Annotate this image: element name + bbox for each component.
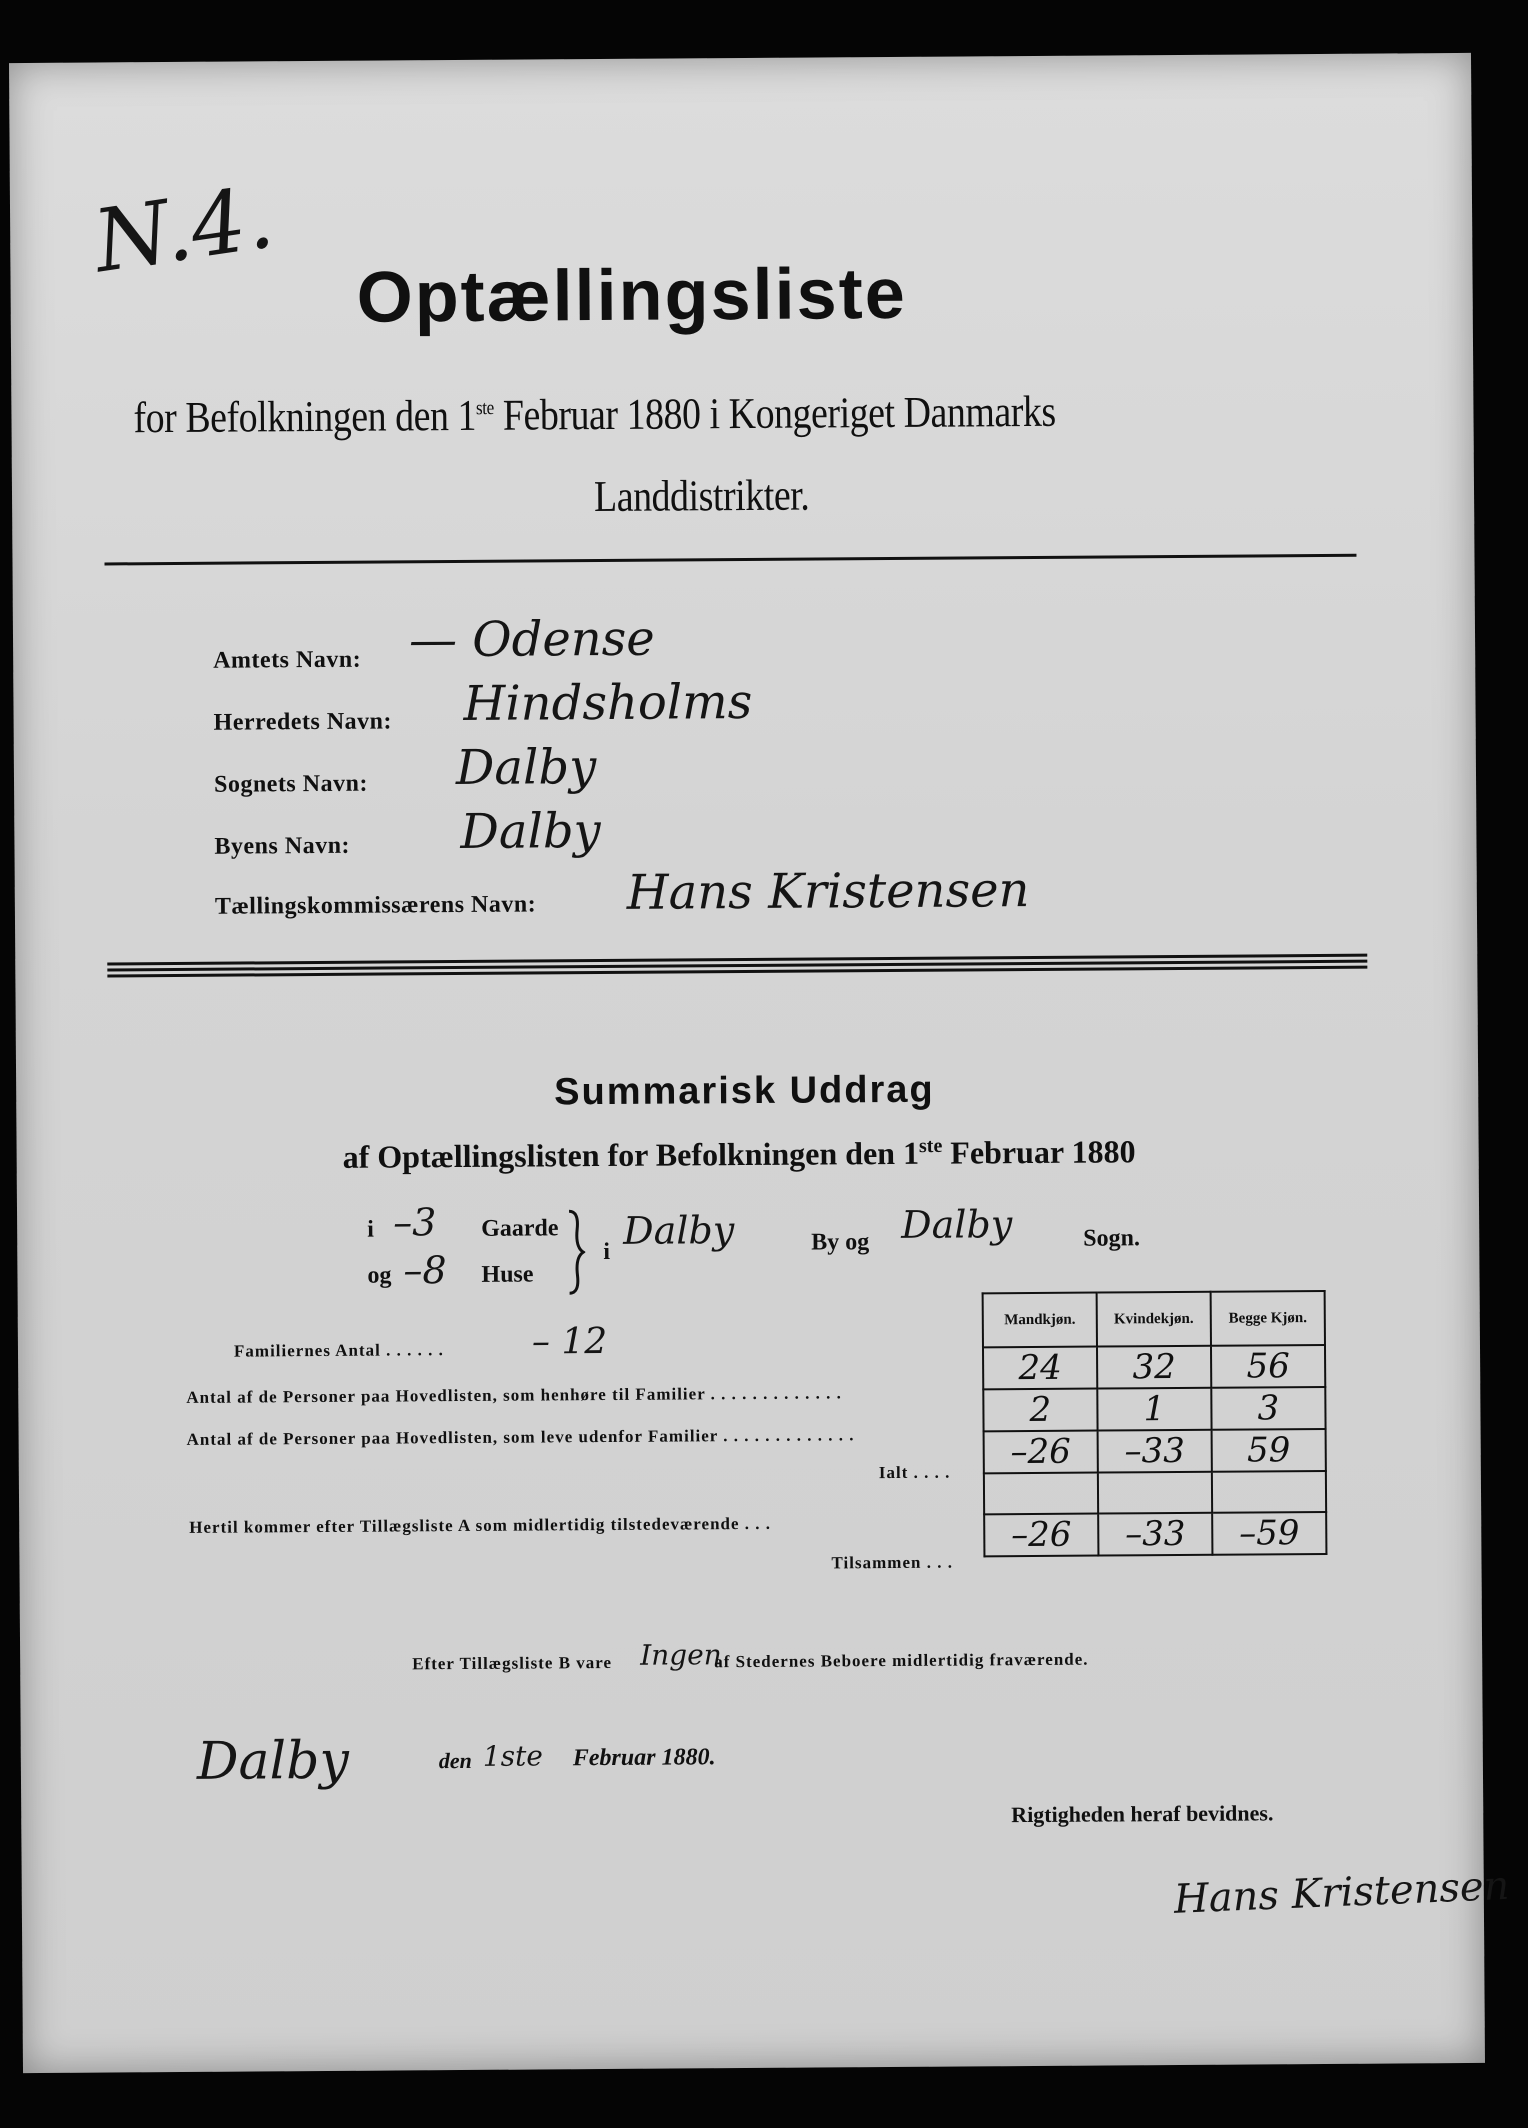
cell-udenfor-k: 1 [1097,1388,1211,1431]
cell-ialt-m: –26 [984,1431,1098,1474]
sogn-label: Sogn. [1083,1225,1141,1252]
gaarde-prefix: i [367,1216,374,1243]
cell-familier-b: 56 [1211,1345,1325,1388]
familier-value: – 12 [531,1320,608,1363]
summary-table-header [983,1291,1325,1347]
field-value-amt: — Odense [408,610,655,669]
cell-udenfor-m: 2 [983,1389,1097,1432]
row-label-tilsammen: Tilsammen . . . [831,1552,953,1573]
huse-prefix: og [367,1262,392,1289]
footer-den: den [438,1747,472,1774]
field-value-sogn: Dalby [455,739,597,797]
header-mandkjon: Mandkjøn. [983,1293,1097,1348]
subtitle-part-a: for Befolkningen den 1 [133,390,477,443]
familier-label: Familiernes Antal . . . . . . [233,1340,444,1361]
header-kvindekjon: Kvindekjøn. [1097,1292,1211,1347]
cell-udenfor-b: 3 [1211,1387,1325,1430]
cell-tillaeg-b [1212,1471,1326,1513]
table-row [984,1471,1326,1514]
cell-tillaeg-k [1098,1472,1212,1514]
cell-tilsammen-b: –59 [1212,1512,1326,1555]
subtitle-part-b: Februar 1880 i Kongeriget Danmarks [493,386,1056,440]
field-label-kommissaer: Tællingskommissærens Navn: [214,891,537,920]
header-divider [104,554,1356,566]
form-subtitle-line1 [133,386,1056,443]
summary-subtitle [343,1133,1136,1176]
summary-table [982,1290,1328,1557]
row-label-udenfor: Antal af de Personer paa Hovedlisten, som leve udenfor Familier . . . . . . . . . . . . . [186,1425,855,1449]
gaarde-label: Gaarde [481,1215,559,1242]
summary-subtitle-a: af Optællingslisten for Befolkningen den 1 [342,1134,920,1175]
gaarde-value: –3 [392,1200,437,1245]
summary-title: Summarisk Uddrag [554,1068,935,1114]
table-row [984,1429,1326,1473]
table-row [983,1345,1325,1389]
by-label: By og [811,1229,870,1256]
footer-place: Dalby [196,1730,350,1792]
summary-subtitle-sup: ste [918,1134,943,1158]
row-label-ialt: Ialt . . . . [878,1462,951,1483]
sogn-value: Dalby [900,1202,1013,1247]
cell-tilsammen-m: –26 [984,1514,1098,1557]
huse-value: –8 [403,1248,447,1293]
field-value-herred: Hindsholms [463,673,753,732]
huse-label: Huse [481,1261,534,1288]
field-value-kommissaer: Hans Kristensen [626,862,1030,921]
commissioner-signature: Hans Kristensen [1172,1862,1511,1923]
table-row [983,1387,1325,1431]
form-subtitle-line2: Landdistrikter. [593,470,810,522]
certify-text: Rigtigheden heraf bevidnes. [1011,1800,1274,1828]
field-label-herred: Herredets Navn: [213,708,393,736]
tillaeg-b-text-a: Efter Tillægsliste B vare [412,1652,613,1674]
table-row [984,1512,1326,1556]
footer-month-year: Februar 1880. [572,1744,716,1772]
field-label-by: Byens Navn: [214,832,351,860]
cell-familier-k: 32 [1097,1346,1211,1389]
brace-left [565,1209,586,1295]
form-number-stamp: N.4. [87,167,280,293]
subtitle-sup: ste [475,397,494,420]
tillaeg-b-text-b: af Stedernes Beboere midlertidig fraværende. [714,1649,1089,1672]
brace-i: i [603,1238,611,1266]
cell-familier-m: 24 [983,1347,1097,1390]
form-title: Optællingsliste [356,253,907,338]
cell-ialt-b: 59 [1212,1429,1326,1472]
footer-day: 1ste [482,1739,543,1773]
cell-tillaeg-m [984,1473,1098,1515]
census-form-sheet [9,53,1511,2073]
tillaeg-b-value: Ingen [640,1638,722,1672]
row-label-tillaeg-a: Hertil kommer efter Tillægsliste A som midlertidig tilstedeværende . . . [189,1513,772,1537]
by-value: Dalby [623,1208,735,1253]
field-label-sogn: Sognets Navn: [213,770,368,798]
header-begge: Begge Kjøn. [1211,1291,1325,1346]
field-label-amt: Amtets Navn: [213,646,362,674]
cell-tilsammen-k: –33 [1098,1513,1212,1556]
row-label-familier: Antal af de Personer paa Hovedlisten, som henhøre til Familier . . . . . . . . . . . . . [186,1383,842,1407]
summary-subtitle-b: Februar 1880 [942,1133,1136,1171]
field-value-by: Dalby [460,803,601,860]
cell-ialt-k: –33 [1098,1430,1212,1473]
